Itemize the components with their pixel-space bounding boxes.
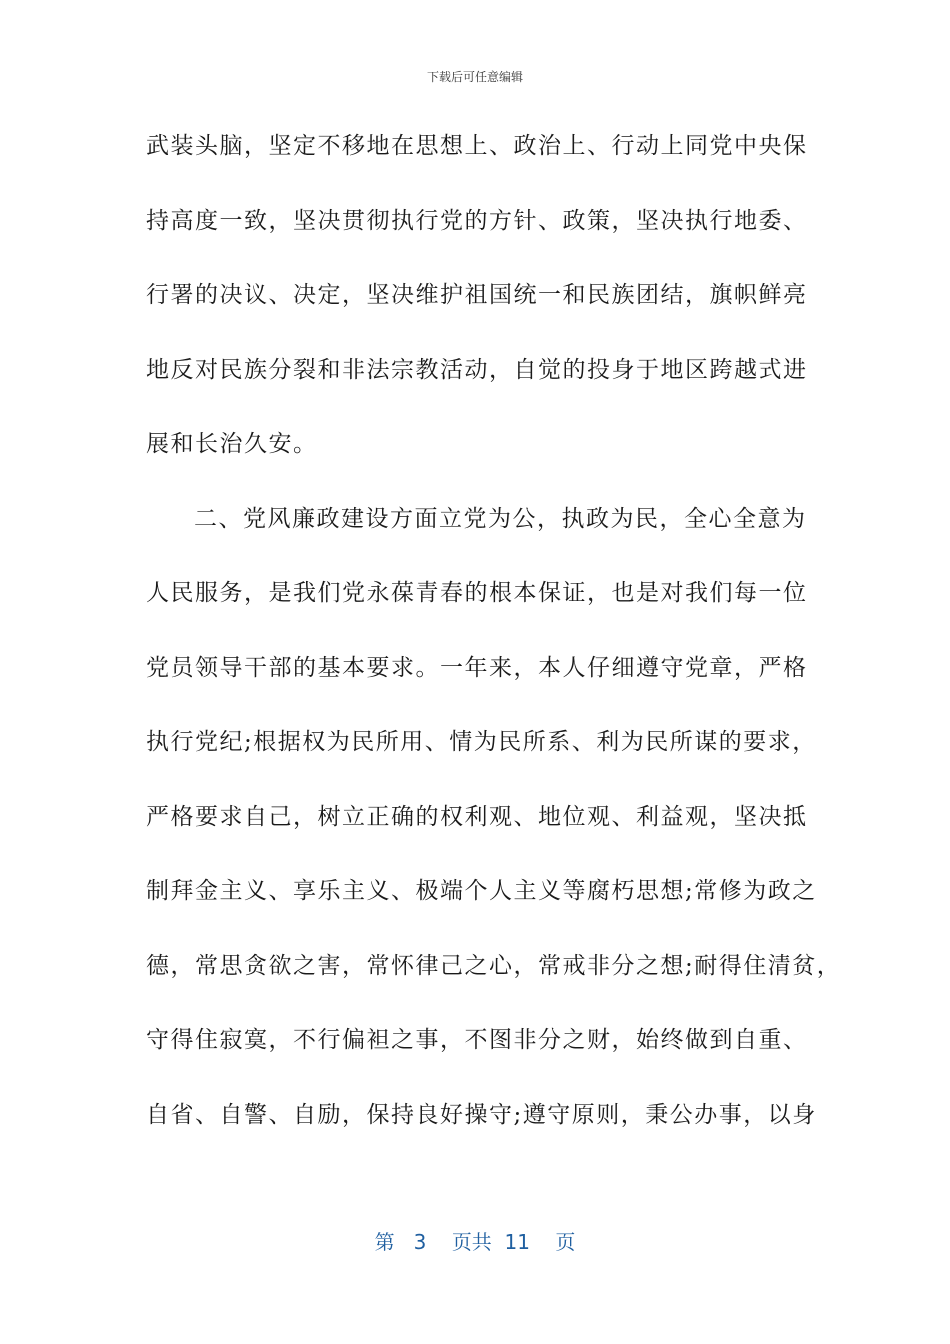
text-line: 行署的决议、决定，坚决维护祖国统一和民族团结，旗帜鲜亮: [146, 282, 808, 308]
current-page-number: 3: [413, 1230, 427, 1254]
footer-middle: 页共: [451, 1230, 492, 1254]
text-line: 持高度一致，坚决贯彻执行党的方针、政策，坚决执行地委、: [146, 207, 808, 234]
text-line: 执行党纪;根据权为民所用、情为民所系、利为民所谋的要求，: [146, 729, 817, 755]
text-line: 人民服务，是我们党永葆青春的根本保证，也是对我们每一位: [146, 580, 808, 606]
total-pages-number: 11: [504, 1230, 530, 1254]
text-line: 德，常思贪欲之害，常怀律己之心，常戒非分之想;耐得住清贫，: [146, 952, 842, 979]
text-line: 党员领导干部的基本要求。一年来，本人仔细遵守党章，严格: [146, 654, 808, 681]
footer-prefix: 第: [374, 1230, 395, 1254]
section-heading-line: 二、党风廉政建设方面立党为公，执政为民，全心全意为: [194, 505, 807, 532]
text-line: 自省、自警、自励，保持良好操守;遵守原则，秉公办事，以身: [146, 1101, 817, 1128]
text-line: 武装头脑，坚定不移地在思想上、政治上、行动上同党中央保: [146, 133, 808, 159]
page-header: 下载后可任意编辑: [426, 70, 523, 84]
footer-suffix: 页: [555, 1230, 576, 1254]
page-footer: [0, 1226, 950, 1255]
text-line: 展和长治久安。: [146, 431, 318, 457]
text-line: 制拜金主义、享乐主义、极端个人主义等腐朽思想;常修为政之: [146, 878, 817, 904]
text-line: 地反对民族分裂和非法宗教活动，自觉的投身于地区跨越式进: [146, 356, 808, 383]
text-line: 守得住寂寞，不行偏袒之事，不图非分之财，始终做到自重、: [146, 1027, 808, 1053]
document-body: [146, 118, 842, 1161]
text-line: 严格要求自己，树立正确的权利观、地位观、利益观，坚决抵: [146, 803, 808, 830]
